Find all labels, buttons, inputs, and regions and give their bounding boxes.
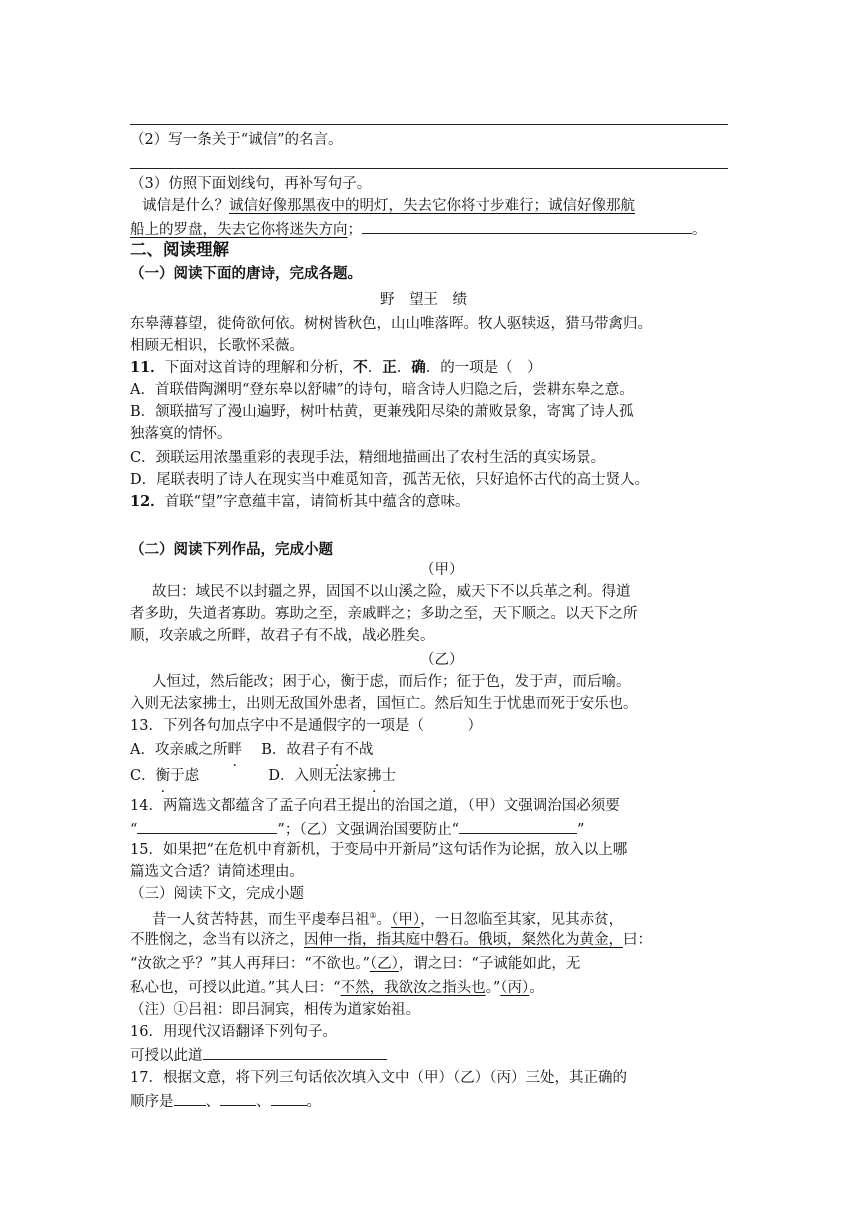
question-15-line-1: 15．如果把“在危机中育新机，于变局中开新局”这句话作为论据，放入以上哪 — [130, 842, 628, 858]
q3-lead: 诚信是什么？ — [142, 198, 229, 214]
part-3-title: （三）阅读下文，完成小题 — [130, 886, 304, 902]
passage-jia-label: （甲） — [420, 562, 464, 578]
q11-tail: 的一项是（ ） — [440, 360, 542, 376]
passage-3-line-3 — [130, 954, 580, 974]
q17-period: 。 — [306, 1094, 321, 1110]
q3-underlined-2: 船上的罗盘，失去它你将迷失方向 — [130, 222, 348, 238]
q13-options-cd — [130, 766, 396, 786]
p3-l4-close: 。” — [485, 980, 501, 996]
q11-emph-1: 不 — [353, 359, 368, 376]
passage-yi-label: （乙） — [420, 652, 464, 668]
p3-l1-tail: ，一日忽临至其家，见其赤贫， — [420, 911, 624, 928]
q13-b-dotted-char: 有 — [329, 742, 345, 758]
q12-number: 12． — [130, 493, 165, 510]
q11-option-c: C．颈联运用浓墨重彩的表现手法，精细地描画出了农村生活的真实场景。 — [130, 450, 606, 466]
q14-open-quote-1: “ — [130, 822, 138, 838]
part-2-title: （二）阅读下列作品，完成小题 — [130, 541, 333, 558]
q16-sentence-text: 可授以此道 — [130, 1048, 203, 1064]
p3-l1-period: 。 — [376, 911, 392, 928]
poem-line-2: 相顾无相识，长歌怀采薇。 — [130, 338, 304, 354]
q14-blank-1[interactable] — [137, 818, 277, 834]
passage-jia-line-3: 顺，攻亲戚之所畔，故君子有不战，战必胜矣。 — [130, 628, 435, 644]
p3-l3-text: “汝欲之乎？”其人再拜曰：“不欲也。” — [130, 956, 370, 972]
question-17-line-2 — [130, 1090, 321, 1112]
question-12 — [130, 492, 470, 512]
q11-sep-1: ． — [367, 360, 383, 376]
q13-options-ab — [130, 740, 373, 760]
question-3: （3）仿照下面划线句，再补写句子。 — [130, 176, 372, 192]
q3-answer-blank[interactable] — [362, 218, 692, 234]
section-2-title: 二、阅读理解 — [130, 240, 229, 259]
passage-jia-line-2: 者多助，失道者寡助。寡助之至，亲戚畔之；多助之至，天下顺之。以天下之所 — [130, 606, 638, 622]
p3-l4-period: 。 — [529, 980, 544, 996]
question-11 — [130, 358, 542, 378]
q13-a-text: A．攻亲戚之所 — [130, 742, 228, 758]
passage-3-line-2 — [130, 930, 652, 950]
part-1-title: （一）阅读下面的唐诗，完成各题。 — [130, 265, 362, 282]
q11-option-b-line-2: 独落寞的情怀。 — [130, 426, 232, 442]
passage-jia-line-1: 故曰：域民不以封疆之界，固国不以山溪之险，威天下不以兵革之利。得道 — [152, 584, 631, 600]
q11-text: 下面对这首诗的理解和分析， — [164, 360, 354, 376]
p3-l3-tail: ，谓之曰：“子诚能如此，无 — [398, 956, 581, 972]
q3-semicolon: ； — [347, 222, 362, 238]
question-3-line-2 — [130, 218, 707, 240]
q17-blank-1[interactable] — [174, 1090, 206, 1106]
q11-sep-2: ． — [396, 360, 412, 376]
q3-period: 。 — [692, 222, 707, 238]
q13-c-tail: 于虑 — [170, 768, 200, 784]
question-15-line-2: 篇选文合适？请简述理由。 — [130, 864, 304, 880]
q3-underlined-1: 诚信好像那黑夜中的明灯，失去它你将寸步难行；诚信好像那航 — [229, 198, 635, 214]
q13-a-dotted-char: 畔 — [227, 742, 242, 758]
p3-underlined-quote: 不然，我欲汝之指头也 — [340, 980, 486, 996]
passage-3-line-1 — [152, 906, 623, 930]
p3-blank-yi: （乙） — [369, 956, 399, 972]
passage-3-line-4 — [130, 978, 544, 998]
question-2: （2）写一条关于“诚信”的名言。 — [130, 132, 343, 148]
q13-c-text: C． — [130, 768, 156, 784]
q17-blank-2[interactable] — [220, 1090, 256, 1106]
question-17-line-1: 17．根据文意，将下列三句话依次填入文中（甲）（乙）（丙）三处，其正确的 — [130, 1070, 627, 1086]
p3-l1-text: 昔一人贫苦特甚，而生平虔奉吕祖 — [152, 911, 370, 928]
answer-line-2 — [130, 168, 728, 169]
passage-yi-line-2: 入则无法家拂士，出则无敌国外患者，国恒亡。然后知生于忧患而死于安乐也。 — [130, 696, 638, 712]
p3-blank-jia: （甲） — [391, 911, 421, 928]
q17-text: 顺序是 — [130, 1094, 174, 1110]
passage-yi-line-1: 人恒过，然后能改；困于心，衡于虑，而后作；征于色，发于声，而后喻。 — [152, 674, 631, 690]
poem-line-1: 东皋薄暮望，徙倚欲何依。树树皆秋色，山山唯落晖。牧人驱犊返，猎马带禽归。 — [130, 316, 652, 332]
answer-line-1 — [130, 124, 728, 125]
q17-sep-1: 、 — [205, 1094, 220, 1110]
q13-b-text: B．故君子 — [261, 742, 330, 758]
q14-close-quote: ” — [577, 822, 585, 838]
question-16: 16．用现代汉语翻译下列句子。 — [130, 1024, 337, 1040]
q11-sep-3: ． — [425, 360, 441, 376]
footnote: （注）①吕祖：即吕洞宾，相传为道家始祖。 — [130, 1002, 420, 1018]
question-14-line-2 — [130, 818, 584, 840]
q13-d-dotted-char: 拂 — [366, 768, 382, 784]
q11-emph-2: 正 — [382, 359, 397, 376]
question-13: 13．下列各句加点字中不是通假字的一项是（ ） — [130, 718, 482, 734]
p3-l2-text: 不胜悯之，念当有以济之， — [130, 932, 304, 948]
q11-option-a: A．首联借陶渊明“登东皋以舒啸”的诗句，暗含诗人归隐之后，尝耕东皋之意。 — [130, 382, 634, 398]
question-16-sentence — [130, 1044, 387, 1066]
q17-sep-2: 、 — [256, 1094, 271, 1110]
q13-d-text: D．入则无法家 — [268, 768, 367, 784]
question-3-line-1 — [142, 196, 635, 216]
q13-b-tail: 不战 — [344, 742, 374, 758]
footnote-marker: ① — [369, 911, 377, 920]
q16-answer-blank[interactable] — [203, 1044, 387, 1060]
p3-blank-bing: （丙） — [500, 980, 530, 996]
q12-text: 首联“望”字意蕴丰富，请简析其中蕴含的意味。 — [164, 494, 470, 510]
p3-underlined-sentence: 因伸一指，指其庭中磐石。俄顷，粲然化为黄金， — [304, 932, 623, 948]
poem-title: 野 望王 绩 — [380, 292, 467, 308]
q14-blank-2[interactable] — [459, 818, 577, 834]
q11-option-b-line-1: B．颔联描写了漫山遍野，树叶枯黄，更兼残阳尽染的萧败景象，寄寓了诗人孤 — [130, 404, 634, 420]
q14-middle-text: ”；（乙）文强调治国要防止“ — [277, 822, 459, 838]
p3-l2-tail: 曰： — [623, 932, 652, 948]
q11-emph-3: 确 — [411, 359, 426, 376]
q11-number: 11． — [130, 359, 165, 376]
q11-option-d: D．尾联表明了诗人在现实当中难觅知音，孤苦无依，只好追怀古代的高士贤人。 — [130, 472, 650, 488]
question-14-line-1: 14．两篇选文都蕴含了孟子向君王提出的治国之道，（甲）文强调治国必须要 — [130, 798, 620, 814]
q13-c-dotted-char: 衡 — [155, 768, 171, 784]
q17-blank-3[interactable] — [271, 1090, 307, 1106]
q13-d-tail: 士 — [381, 768, 396, 784]
p3-l4-text: 私心也，可授以此道。”其人曰：“ — [130, 980, 341, 996]
